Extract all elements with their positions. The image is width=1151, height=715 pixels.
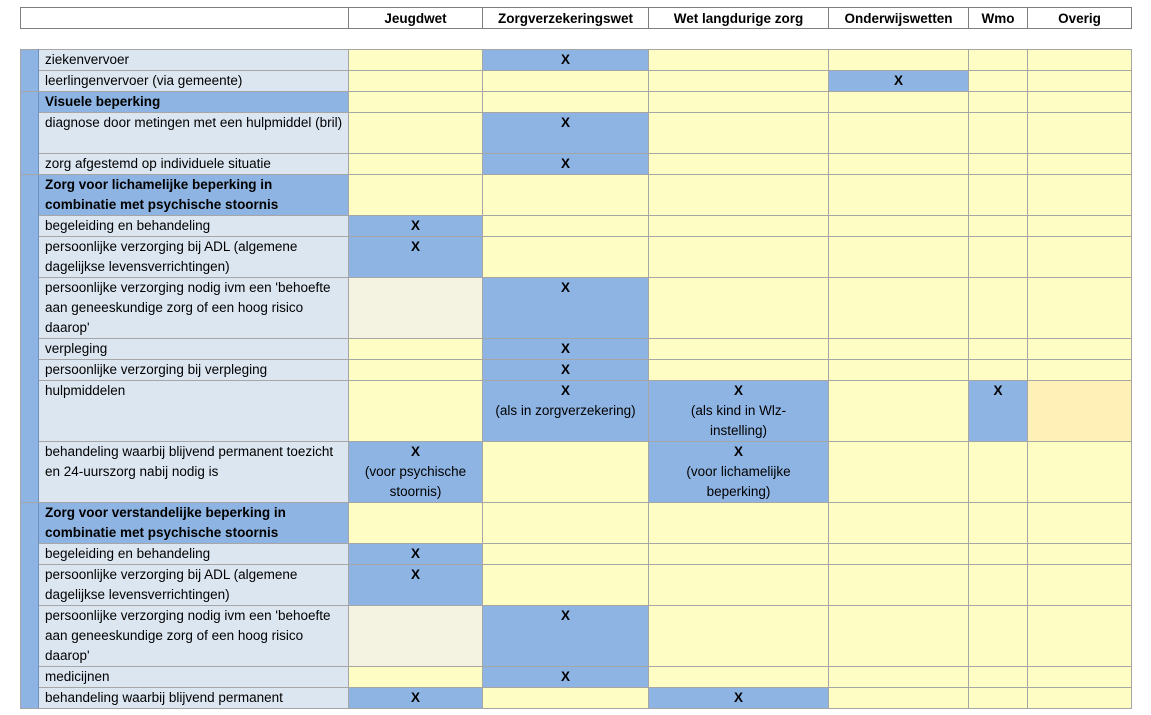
- cell-zvw: [483, 71, 649, 92]
- cell-onderwijs: [829, 503, 969, 544]
- cell-onderwijs: [829, 278, 969, 339]
- row-label: persoonlijke verzorging bij ADL (algemene dagelijkse levensverrichtingen): [39, 237, 349, 278]
- cell-overig: [1028, 544, 1132, 565]
- cell-jeugdwet: [349, 442, 483, 503]
- cell-jeugdwet: [349, 606, 483, 667]
- cell-overig: [1028, 92, 1132, 113]
- cell-overig: [1028, 216, 1132, 237]
- cell-mark: X: [410, 239, 420, 254]
- cell-mark: X: [733, 383, 743, 398]
- cell-overig: [1028, 154, 1132, 175]
- table-row: [21, 667, 1132, 688]
- header-blank-cell: [21, 8, 349, 29]
- cell-wmo: [969, 92, 1028, 113]
- row-label: medicijnen: [39, 667, 349, 688]
- header-row: [21, 8, 1132, 29]
- cell-wlz: [649, 688, 829, 709]
- cell-onderwijs: [829, 175, 969, 216]
- cell-zvw: [483, 667, 649, 688]
- cell-mark: X: [560, 156, 570, 171]
- cell-overig: [1028, 442, 1132, 503]
- cell-wmo: [969, 278, 1028, 339]
- header-onderwijswetten: Onderwijswetten: [829, 8, 969, 29]
- table-row: [21, 50, 1132, 71]
- cell-onderwijs: [829, 688, 969, 709]
- table-row: [21, 278, 1132, 339]
- table-row: [21, 381, 1132, 442]
- row-group-marker: [21, 175, 39, 503]
- cell-wmo: [969, 565, 1028, 606]
- cell-wlz: [649, 503, 829, 544]
- cell-wlz: [649, 381, 829, 442]
- cell-mark: X: [560, 115, 570, 130]
- cell-wlz: [649, 216, 829, 237]
- cell-overig: [1028, 606, 1132, 667]
- cell-zvw: [483, 544, 649, 565]
- cell-overig: [1028, 175, 1132, 216]
- cell-wlz: [649, 360, 829, 381]
- cell-jeugdwet: [349, 92, 483, 113]
- cell-overig: [1028, 667, 1132, 688]
- cell-mark: X: [410, 444, 420, 459]
- cell-zvw: [483, 688, 649, 709]
- cell-wlz: [649, 544, 829, 565]
- cell-wmo: [969, 237, 1028, 278]
- header-overig: Overig: [1028, 8, 1132, 29]
- cell-zvw: [483, 565, 649, 606]
- cell-wmo: [969, 216, 1028, 237]
- cell-jeugdwet: [349, 113, 483, 154]
- cell-zvw: [483, 216, 649, 237]
- cell-zvw: [483, 442, 649, 503]
- cell-onderwijs: [829, 606, 969, 667]
- header-wet-langdurige-zorg: Wet langdurige zorg: [649, 8, 829, 29]
- cell-mark: X: [893, 73, 903, 88]
- cell-onderwijs: [829, 50, 969, 71]
- cell-note: (als kind in Wlz-instelling): [690, 403, 787, 438]
- table-row: [21, 688, 1132, 709]
- cell-wlz: [649, 278, 829, 339]
- cell-mark: X: [410, 218, 420, 233]
- cell-wmo: [969, 381, 1028, 442]
- cell-overig: [1028, 339, 1132, 360]
- cell-mark: X: [560, 383, 570, 398]
- cell-wmo: [969, 688, 1028, 709]
- cell-wlz: [649, 50, 829, 71]
- cell-wlz: [649, 667, 829, 688]
- cell-onderwijs: [829, 113, 969, 154]
- cell-mark: X: [560, 52, 570, 67]
- cell-jeugdwet: [349, 565, 483, 606]
- table-row: [21, 565, 1132, 606]
- cell-zvw: [483, 237, 649, 278]
- cell-mark: X: [410, 690, 420, 705]
- header-zorgverzekeringswet: Zorgverzekeringswet: [483, 8, 649, 29]
- section-heading: Zorg voor verstandelijke beperking in combinatie met psychische stoornis: [39, 503, 349, 544]
- table-row: [21, 339, 1132, 360]
- cell-onderwijs: [829, 360, 969, 381]
- row-label: verpleging: [39, 339, 349, 360]
- cell-onderwijs: [829, 71, 969, 92]
- cell-jeugdwet: [349, 667, 483, 688]
- cell-wmo: [969, 154, 1028, 175]
- cell-jeugdwet: [349, 278, 483, 339]
- cell-zvw: [483, 360, 649, 381]
- cell-wlz: [649, 71, 829, 92]
- cell-overig: [1028, 360, 1132, 381]
- cell-overig: [1028, 237, 1132, 278]
- cell-jeugdwet: [349, 544, 483, 565]
- cell-overig: [1028, 71, 1132, 92]
- cell-jeugdwet: [349, 237, 483, 278]
- row-label: hulpmiddelen: [39, 381, 349, 442]
- cell-wlz: [649, 565, 829, 606]
- cell-onderwijs: [829, 544, 969, 565]
- cell-note: (als in zorgverzekering): [495, 403, 636, 418]
- cell-onderwijs: [829, 154, 969, 175]
- section-heading: Zorg voor lichamelijke beperking in combinatie met psychische stoornis: [39, 175, 349, 216]
- row-label: ziekenvervoer: [39, 50, 349, 71]
- table-row: [21, 237, 1132, 278]
- cell-mark: X: [560, 341, 570, 356]
- cell-wlz: [649, 237, 829, 278]
- cell-jeugdwet: [349, 503, 483, 544]
- cell-onderwijs: [829, 442, 969, 503]
- cell-wmo: [969, 544, 1028, 565]
- cell-zvw: [483, 606, 649, 667]
- cell-note: (voor lichamelijke beperking): [686, 464, 791, 499]
- table-row: [21, 154, 1132, 175]
- cell-overig: [1028, 113, 1132, 154]
- cell-wmo: [969, 175, 1028, 216]
- row-label: persoonlijke verzorging nodig ivm een 'behoefte aan geneeskundige zorg of een hoog risico daarop': [39, 278, 349, 339]
- row-label: zorg afgestemd op individuele situatie: [39, 154, 349, 175]
- cell-mark: X: [560, 362, 570, 377]
- cell-mark: X: [410, 546, 420, 561]
- cell-onderwijs: [829, 92, 969, 113]
- cell-wlz: [649, 175, 829, 216]
- table-row: [21, 360, 1132, 381]
- row-label: behandeling waarbij blijvend permanent toezicht en 24-uurszorg nabij nodig is: [39, 442, 349, 503]
- cell-overig: [1028, 381, 1132, 442]
- cell-onderwijs: [829, 237, 969, 278]
- care-matrix-table: [20, 49, 1132, 709]
- cell-jeugdwet: [349, 688, 483, 709]
- cell-wmo: [969, 606, 1028, 667]
- cell-zvw: [483, 113, 649, 154]
- row-label: persoonlijke verzorging nodig ivm een 'behoefte aan geneeskundige zorg of een hoog risico daarop': [39, 606, 349, 667]
- cell-jeugdwet: [349, 154, 483, 175]
- cell-onderwijs: [829, 667, 969, 688]
- cell-mark: X: [733, 690, 743, 705]
- cell-zvw: [483, 50, 649, 71]
- cell-mark: X: [560, 608, 570, 623]
- cell-mark: X: [560, 280, 570, 295]
- cell-note: (voor psychische stoornis): [364, 464, 467, 499]
- cell-wlz: [649, 92, 829, 113]
- row-label: persoonlijke verzorging bij verpleging: [39, 360, 349, 381]
- header-jeugdwet: Jeugdwet: [349, 8, 483, 29]
- cell-onderwijs: [829, 216, 969, 237]
- row-label: persoonlijke verzorging bij ADL (algemene dagelijkse levensverrichtingen): [39, 565, 349, 606]
- section-heading: Visuele beperking: [39, 92, 349, 113]
- table-row: [21, 92, 1132, 113]
- table-row: [21, 71, 1132, 92]
- cell-mark: X: [733, 444, 743, 459]
- row-label: begeleiding en behandeling: [39, 216, 349, 237]
- cell-wmo: [969, 113, 1028, 154]
- row-group-marker: [21, 503, 39, 709]
- table-row: [21, 175, 1132, 216]
- cell-jeugdwet: [349, 175, 483, 216]
- cell-zvw: [483, 175, 649, 216]
- cell-mark: X: [993, 383, 1003, 398]
- row-label: leerlingenvervoer (via gemeente): [39, 71, 349, 92]
- cell-wmo: [969, 339, 1028, 360]
- cell-overig: [1028, 278, 1132, 339]
- cell-zvw: [483, 503, 649, 544]
- cell-onderwijs: [829, 565, 969, 606]
- cell-mark: X: [560, 669, 570, 684]
- cell-wmo: [969, 442, 1028, 503]
- cell-overig: [1028, 50, 1132, 71]
- cell-wmo: [969, 50, 1028, 71]
- row-label: diagnose door metingen met een hulpmiddel (bril): [39, 113, 349, 154]
- cell-overig: [1028, 503, 1132, 544]
- cell-jeugdwet: [349, 50, 483, 71]
- cell-wlz: [649, 339, 829, 360]
- cell-wlz: [649, 154, 829, 175]
- cell-zvw: [483, 278, 649, 339]
- row-label: behandeling waarbij blijvend permanent: [39, 688, 349, 709]
- row-group-marker: [21, 50, 39, 92]
- cell-overig: [1028, 688, 1132, 709]
- cell-wlz: [649, 113, 829, 154]
- table-row: [21, 442, 1132, 503]
- cell-zvw: [483, 154, 649, 175]
- cell-zvw: [483, 339, 649, 360]
- cell-zvw: [483, 92, 649, 113]
- cell-wmo: [969, 360, 1028, 381]
- cell-jeugdwet: [349, 360, 483, 381]
- table-row: [21, 606, 1132, 667]
- cell-wmo: [969, 71, 1028, 92]
- row-label: begeleiding en behandeling: [39, 544, 349, 565]
- cell-wmo: [969, 667, 1028, 688]
- cell-mark: X: [410, 567, 420, 582]
- cell-overig: [1028, 565, 1132, 606]
- cell-wlz: [649, 606, 829, 667]
- cell-onderwijs: [829, 339, 969, 360]
- cell-jeugdwet: [349, 339, 483, 360]
- cell-jeugdwet: [349, 381, 483, 442]
- table-row: [21, 544, 1132, 565]
- cell-onderwijs: [829, 381, 969, 442]
- column-header-table: [20, 7, 1132, 29]
- table-row: [21, 216, 1132, 237]
- cell-jeugdwet: [349, 216, 483, 237]
- cell-wmo: [969, 503, 1028, 544]
- cell-wlz: [649, 442, 829, 503]
- cell-zvw: [483, 381, 649, 442]
- table-row: [21, 113, 1132, 154]
- header-wmo: Wmo: [969, 8, 1028, 29]
- table-row: [21, 503, 1132, 544]
- row-group-marker: [21, 92, 39, 175]
- cell-jeugdwet: [349, 71, 483, 92]
